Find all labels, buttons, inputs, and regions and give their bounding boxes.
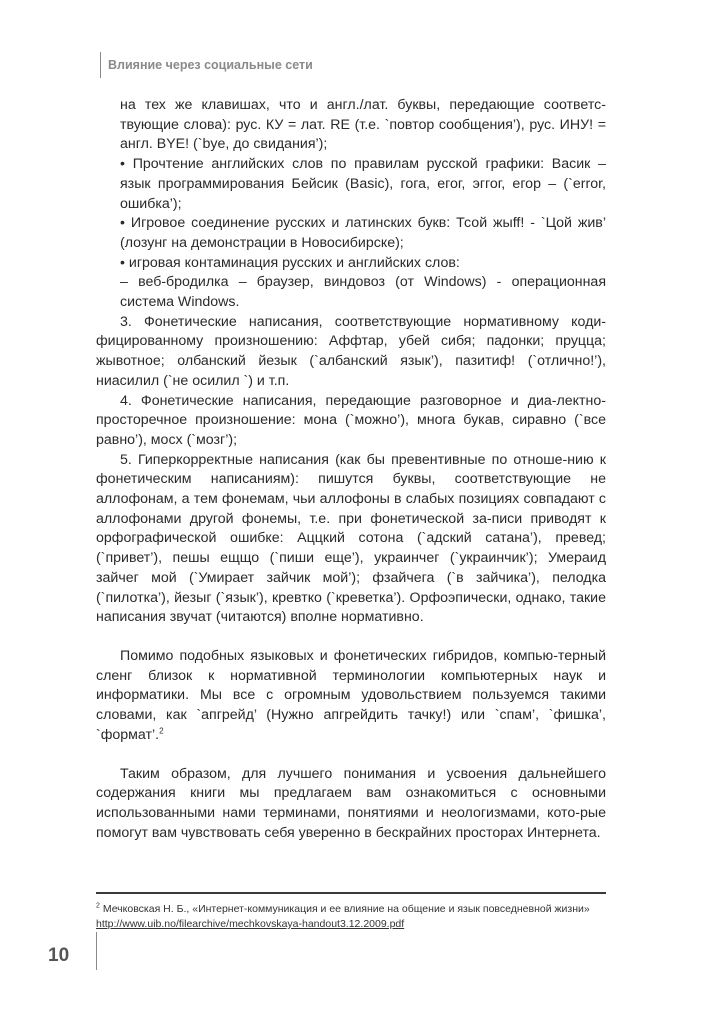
- body-paragraph-continued: на тех же клавишах, что и англ./лат. буквы, передающие соответс-твующие слова): рус. КУ = лат. RE (т.е. `повтор сообщения’), рус. ИНУ! = англ. BYE! (`bye, до свидания’);: [120, 97, 606, 153]
- page-body: [96, 96, 606, 843]
- footnote-text: Мечковская Н. Б., «Интернет-коммуникация и ее влияние на общение и язык повседневной жизни»: [102, 903, 590, 915]
- paragraph-4: 4. Фонетические написания, передающие разговорное и диа-лектно-просторечное произношение: мона (`можно’), многа букав, сиравно (`все равно’), мосх (`мозг’);: [96, 392, 606, 448]
- paragraph-conclusion: Таким образом, для лучшего понимания и усвоения дальнейшего содержания книги мы предлагаем вам ознакомиться с основными использованными нами терминами, понятиями и неологизмами, кото-рые помогут вам чувствовать себя уверенно в бескрайних просторах Интернета.: [96, 765, 606, 841]
- bullet-item-contamination: • игровая контаминация русских и английских слов:: [120, 254, 460, 271]
- page-number: 10: [48, 945, 70, 966]
- bullet-item-mixed-letters: • Игровое соединение русских и латинских букв: Тсой жыff! - `Цой жив’ (лозунг на демонстрации в Новосибирске);: [120, 215, 606, 251]
- paragraph-slang: [96, 647, 606, 746]
- footnote: [96, 902, 606, 932]
- running-header: Влияние через социальные сети: [108, 58, 313, 72]
- bullet-item-examples: – веб-бродилка – браузер, виндовоз (от Windows) - операционная система Windows.: [120, 274, 606, 311]
- footnote-divider: [96, 892, 606, 894]
- footnote-marker: 2: [96, 902, 100, 910]
- header-rule: [100, 52, 101, 78]
- footnote-reference[interactable]: 2: [159, 726, 164, 736]
- page-number-rule: [96, 932, 97, 970]
- paragraph-3: 3. Фонетические написания, соответствующие нормативному коди-фицированному произношению: Аффтар, убей сибя; падонки; пруцца; жывотное; олбанский йезык (`албанский язык’), пазитиф! (`отлично!’), ниасилил (`не осилил `) и т.п.: [96, 313, 606, 389]
- bullet-item-transliteration: • Прочтение английских слов по правилам русской графики: Васик – язык программирования Бейсик (Basic), гога, егог, эггог, егор – (`error, ошибка’);: [120, 156, 606, 212]
- footnote-link[interactable]: http://www.uib.no/filearchive/mechkovskaya-handout3.12.2009.pdf: [96, 918, 405, 930]
- paragraph-5: 5. Гиперкорректные написания (как бы превентивные по отноше-нию к фонетическим написаниям): пишутся буквы, соответствующие не аллофонам, а тем фонемам, чьи аллофоны в слабых позициях совпадают с аллофонами другой фонемы, т.е. при фонетической за-писи приводят к орфографической ошибке: Аццкий сотона (`адский сатана’), превед; (`привет’), пешы ещщо (`пиши еще’), украинчег (`украинчик’); Умераид зайчег мой (`Умирает зайчик мой’); фзайчега (`в зайчика’), пелодка (`пилотка’), йезыг (`язык’), кревтко (`креветка’). Орфоэпически, однако, такие написания звучат (читаются) вполне нормативно.: [96, 451, 606, 626]
- paragraph-slang-text: Помимо подобных языковых и фонетических гибридов, компью-терный сленг близок к нормативной терминологии компьютерных наук и информатики. Мы все с огромным удовольствием пользуемся такими словами, как `апгрейд’ (Нужно апгрейдить тачку!) или `спам’, `фишка’, `формат’.: [96, 647, 606, 743]
